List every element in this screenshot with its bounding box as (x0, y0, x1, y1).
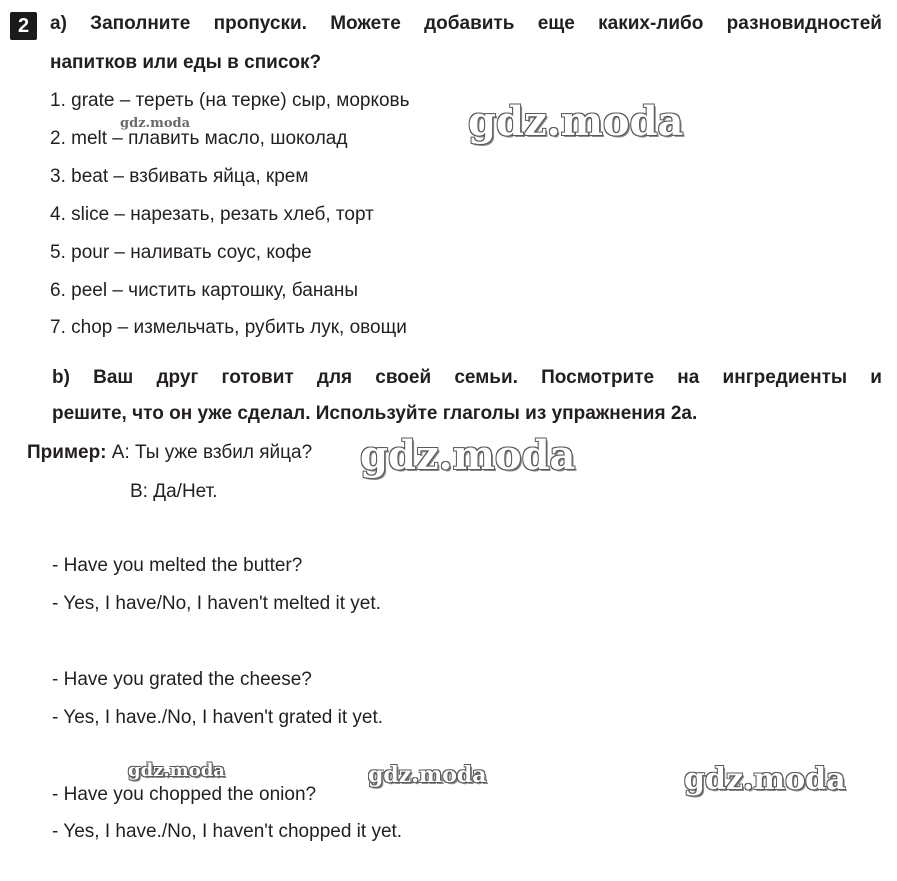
dialogue-answer-1: - Yes, I have/No, I haven't melted it yet. (52, 593, 381, 614)
part-b-heading-line-1: b) Ваш друг готовит для своей семьи. Посмотрите на ингредиенты и (52, 367, 882, 388)
watermark-medium-1: gdz.moda (128, 760, 225, 781)
vocab-item-3: 3. beat – взбивать яйца, крем (50, 166, 309, 187)
example-b: B: Да/Нет. (130, 481, 218, 502)
example-line-a (27, 441, 312, 465)
vocab-item-7: 7. chop – измельчать, рубить лук, овощи (50, 317, 407, 338)
dialogue-answer-2: - Yes, I have./No, I haven't grated it yet. (52, 707, 384, 728)
part-a-heading-line-1: a) Заполните пропуски. Можете добавить еще каких-либо разновидностей (50, 13, 882, 34)
example-label: Пример: (27, 442, 107, 463)
watermark-large-1: gdz.moda (468, 98, 684, 145)
dialogue-question-1: - Have you melted the butter? (52, 555, 303, 576)
vocab-item-1: 1. grate – тереть (на терке) сыр, морковь (50, 90, 410, 111)
task-number-badge: 2 (10, 12, 37, 40)
watermark-large-2: gdz.moda (360, 432, 576, 479)
dialogue-question-3: - Have you chopped the onion? (52, 784, 317, 805)
vocab-item-6: 6. peel – чистить картошку, бананы (50, 280, 359, 301)
part-a-heading-line-2: напитков или еды в список? (50, 52, 322, 73)
dialogue-question-2: - Have you grated the cheese? (52, 669, 312, 690)
watermark-medium-2: gdz.moda (368, 762, 487, 788)
watermark-large-3: gdz.moda (684, 762, 846, 797)
vocab-item-4: 4. slice – нарезать, резать хлеб, торт (50, 204, 374, 225)
example-a: A: Ты уже взбил яйца? (111, 442, 313, 463)
watermark-small-1: gdz.moda (120, 116, 191, 131)
vocab-item-2: 2. melt – плавить масло, шоколад (50, 128, 348, 149)
part-b-heading-line-2: решите, что он уже сделал. Используйте глаголы из упражнения 2a. (52, 403, 698, 424)
vocab-item-5: 5. pour – наливать соус, кофе (50, 242, 312, 263)
dialogue-answer-3: - Yes, I have./No, I haven't chopped it yet. (52, 821, 403, 842)
